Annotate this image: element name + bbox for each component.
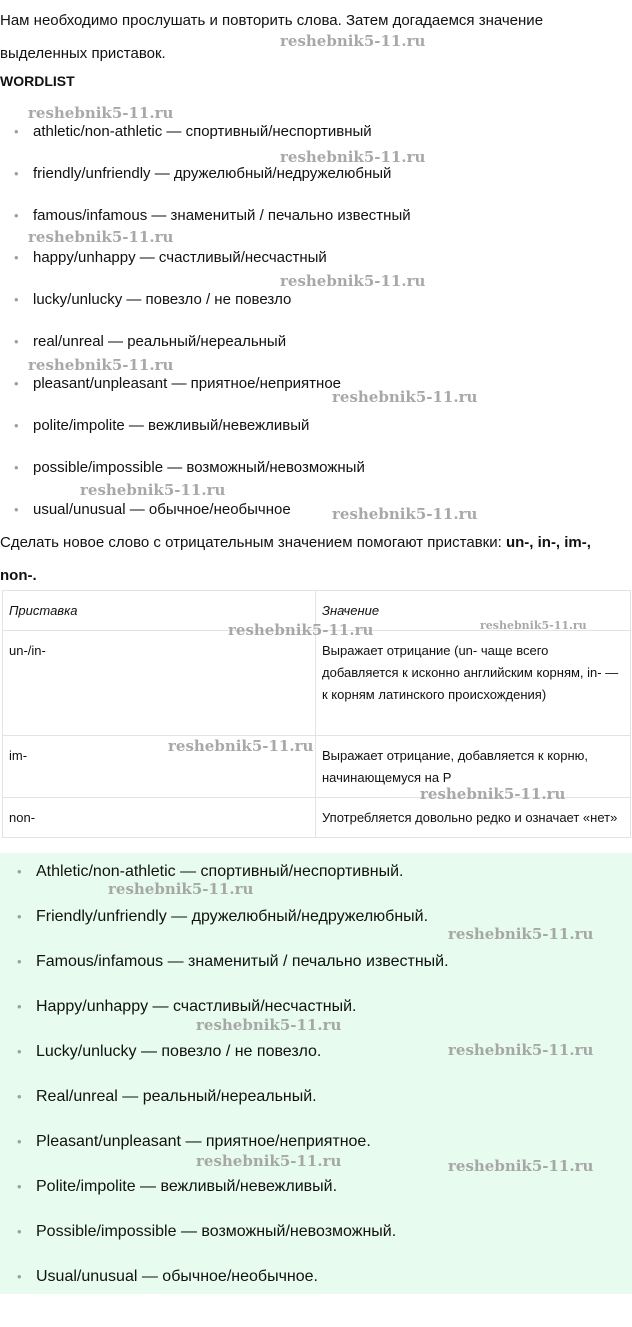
list-item: • athletic/non-athletic — спортивный/неспортивный <box>0 118 628 160</box>
intro-text: Нам необходимо прослушать и повторить слова. Затем догадаемся значение выделенных приставок. <box>0 12 544 62</box>
bullet-icon: • <box>14 502 19 517</box>
bullet-icon: • <box>17 1269 22 1284</box>
prefix-table <box>2 590 631 838</box>
watermark: reshebnik5-11.ru <box>228 621 374 639</box>
list-item: • Happy/unhappy — счастливый/несчастный. <box>0 994 632 1039</box>
list-item: • Pleasant/unpleasant — приятное/неприятное. <box>0 1129 632 1174</box>
watermark: reshebnik5-11.ru <box>280 32 426 50</box>
table-header-meaning: Значение <box>316 591 631 631</box>
watermark: reshebnik5-11.ru <box>420 785 566 803</box>
bullet-icon: • <box>17 954 22 969</box>
bullet-icon: • <box>17 1179 22 1194</box>
table-cell: un-/in- <box>3 631 316 736</box>
table-cell: Выражает отрицание, добавляется к корню, начинающемуся на P <box>316 736 631 798</box>
list-item: • famous/infamous — знаменитый / печально известный <box>0 202 628 244</box>
bullet-icon: • <box>17 1134 22 1149</box>
table-cell: Употребляется довольно редко и означает «нет» <box>316 798 631 838</box>
list-item: • usual/unusual — обычное/необычное <box>0 496 628 538</box>
bullet-icon: • <box>14 166 19 181</box>
table-header-row <box>3 591 631 631</box>
wordlist <box>0 118 628 538</box>
table-cell: Выражает отрицание (un- чаще всего добавляется к исконно английским корням, in- — к корням латинского происхождения) <box>316 631 631 736</box>
list-item: • Athletic/non-athletic — спортивный/неспортивный. <box>0 859 632 904</box>
list-item: • Real/unreal — реальный/нереальный. <box>0 1084 632 1129</box>
list-item: • Lucky/unlucky — повезло / не повезло. <box>0 1039 632 1084</box>
bullet-icon: • <box>14 124 19 139</box>
bullet-icon: • <box>14 334 19 349</box>
watermark: reshebnik5-11.ru <box>480 619 587 632</box>
watermark: reshebnik5-11.ru <box>448 925 594 943</box>
list-item: • lucky/unlucky — повезло / не повезло <box>0 286 628 328</box>
bullet-icon: • <box>14 208 19 223</box>
bullet-icon: • <box>17 1224 22 1239</box>
list-item: • Possible/impossible — возможный/невозможный. <box>0 1219 632 1264</box>
bullet-icon: • <box>17 864 22 879</box>
bullet-icon: • <box>17 1089 22 1104</box>
list-item: • pleasant/unpleasant — приятное/неприятное <box>0 370 628 412</box>
answer-list <box>0 859 632 1309</box>
table-row <box>3 798 631 838</box>
list-item: • happy/unhappy — счастливый/несчастный <box>0 244 628 286</box>
watermark: reshebnik5-11.ru <box>332 388 478 406</box>
watermark: reshebnik5-11.ru <box>196 1152 342 1170</box>
watermark: reshebnik5-11.ru <box>168 737 314 755</box>
bullet-icon: • <box>14 418 19 433</box>
watermark: reshebnik5-11.ru <box>28 104 174 122</box>
table-cell: im- <box>3 736 316 798</box>
watermark: reshebnik5-11.ru <box>28 228 174 246</box>
bullet-icon: • <box>14 292 19 307</box>
list-item: • Usual/unusual — обычное/необычное. <box>0 1264 632 1309</box>
wordlist-heading: WORDLIST <box>0 73 75 89</box>
list-item: • friendly/unfriendly — дружелюбный/недружелюбный <box>0 160 628 202</box>
list-item: • Friendly/unfriendly — дружелюбный/недружелюбный. <box>0 904 632 949</box>
watermark: reshebnik5-11.ru <box>280 272 426 290</box>
list-item: • Famous/infamous — знаменитый / печально известный. <box>0 949 632 994</box>
list-item: • Polite/impolite — вежливый/невежливый. <box>0 1174 632 1219</box>
watermark: reshebnik5-11.ru <box>448 1157 594 1175</box>
list-item: • possible/impossible — возможный/невозможный <box>0 454 628 496</box>
bullet-icon: • <box>14 460 19 475</box>
table-row <box>3 631 631 736</box>
list-item: • real/unreal — реальный/нереальный <box>0 328 628 370</box>
bullet-icon: • <box>17 909 22 924</box>
watermark: reshebnik5-11.ru <box>196 1016 342 1034</box>
answer-box <box>0 853 632 1294</box>
prefix-note: Сделать новое слово с отрицательным значением помогают приставки: un-, in-, im-, non-. <box>0 534 591 584</box>
table-row <box>3 736 631 798</box>
watermark: reshebnik5-11.ru <box>332 505 478 523</box>
watermark: reshebnik5-11.ru <box>448 1041 594 1059</box>
prefix-list: un-, in-, im-, non- <box>0 534 591 584</box>
table-cell: non- <box>3 798 316 838</box>
table-header-prefix: Приставка <box>3 591 316 631</box>
bullet-icon: • <box>14 250 19 265</box>
watermark: reshebnik5-11.ru <box>108 880 254 898</box>
bullet-icon: • <box>17 999 22 1014</box>
watermark: reshebnik5-11.ru <box>80 481 226 499</box>
watermark: reshebnik5-11.ru <box>280 148 426 166</box>
bullet-icon: • <box>14 376 19 391</box>
watermark: reshebnik5-11.ru <box>28 356 174 374</box>
bullet-icon: • <box>17 1044 22 1059</box>
list-item: • polite/impolite — вежливый/невежливый <box>0 412 628 454</box>
